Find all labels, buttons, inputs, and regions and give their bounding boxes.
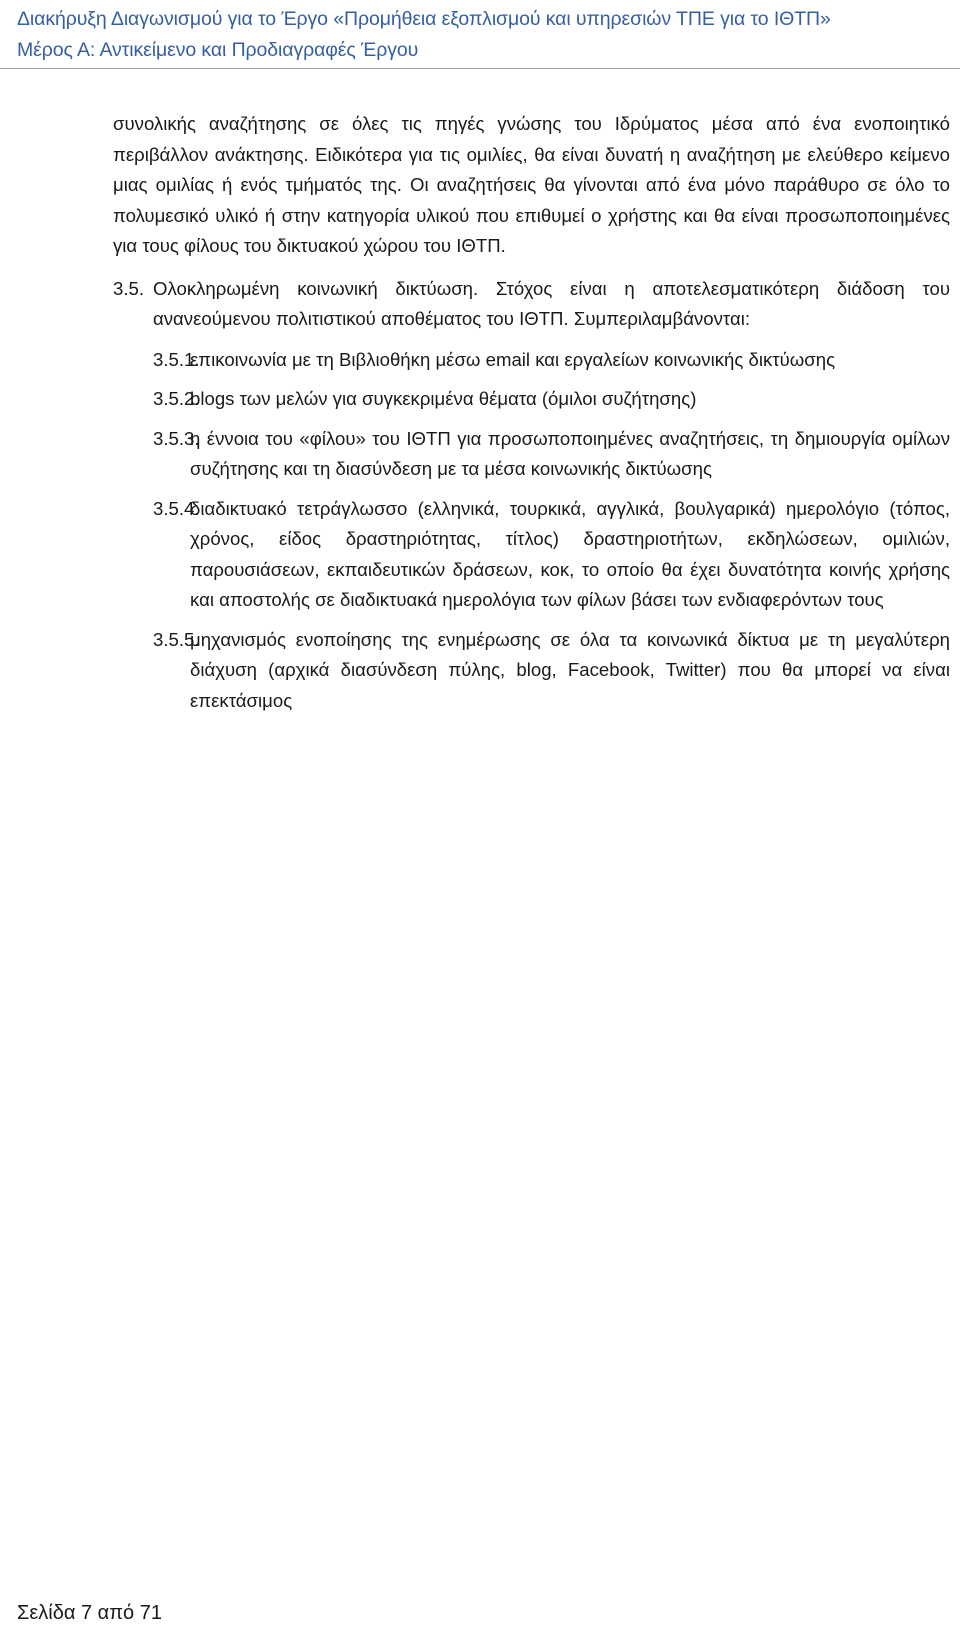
document-subtitle: Μέρος Α: Αντικείμενο και Προδιαγραφές Έργου	[17, 39, 419, 61]
list-item-number: 3.5.1.	[153, 348, 200, 370]
intro-paragraph: συνολικής αναζήτησης σε όλες τις πηγές γνώσης του Ιδρύματος μέσα από ένα ενοποιητικό περιβάλλον ανάκτησης. Ειδικότερα για τις ομιλίες, θα είναι δυνατή η αναζήτηση με ελεύθερο κείμενο μιας ομιλίας ή ενός τμήματός της. Οι αναζητήσεις θα γίνονται από ένα μόνο παράθυρο σε όλο το πολυμεσικό υλικό ή στην κατηγορία υλικού που επιθυμεί ο χρήστης και θα είναι προσωποποιημένες για τους φίλους του δικτυακού χώρου του ΙΘΤΠ.	[113, 113, 950, 256]
list-item-number: 3.5.3.	[153, 427, 200, 449]
list-item-number: 3.5.4.	[153, 497, 200, 519]
section-text: Ολοκληρωμένη κοινωνική δικτύωση. Στόχος είναι η αποτελεσματικότερη διάδοση του ανανεούμενου πολιτιστικού αποθέματος του ΙΘΤΠ. Συμπεριλαμβάνονται:	[153, 277, 950, 329]
section-3-5	[113, 274, 950, 335]
header-divider	[0, 68, 960, 69]
page-number: Σελίδα 7 από 71	[17, 1602, 162, 1624]
page-body	[113, 109, 950, 725]
document-title: Διακήρυξη Διαγωνισμού για το Έργο «Προμήθεια εξοπλισμού και υπηρεσιών ΤΠΕ για το ΙΘΤΠ»	[17, 8, 831, 30]
subitem-list	[153, 345, 950, 717]
list-item-number: 3.5.5.	[153, 628, 200, 650]
section-number: 3.5.	[113, 277, 145, 299]
page-header	[17, 4, 947, 66]
list-item-text: η έννοια του «φίλου» του ΙΘΤΠ για προσωποποιημένες αναζητήσεις, τη δημιουργία ομίλων συζήτησης και τη διασύνδεση με τα μέσα κοινωνικής δικτύωσης	[190, 427, 950, 479]
list-item	[153, 345, 950, 376]
list-item	[153, 494, 950, 616]
list-item-text: επικοινωνία με τη Βιβλιοθήκη μέσω email και εργαλείων κοινωνικής δικτύωσης	[190, 348, 836, 370]
list-item	[153, 625, 950, 717]
list-item	[153, 384, 950, 415]
list-item-text: διαδικτυακό τετράγλωσσο (ελληνικά, τουρκικά, αγγλικά, βουλγαρικά) ημερολόγιο (τόπος, χρόνος, είδος δραστηριότητας, τίτλος) δραστηριοτήτων, εκδηλώσεων, ομιλιών, παρουσιάσεων, εκπαιδευτικών δράσεων, κοκ, το οποίο θα έχει δυνατότητα κοινής χρήσης και αποστολής σε διαδικτυακά ημερολόγια των φίλων βάσει των ενδιαφερόντων τους	[190, 497, 950, 610]
list-item-text: blogs των μελών για συγκεκριμένα θέματα (όμιλοι συζήτησης)	[190, 388, 697, 409]
list-item-text: μηχανισμός ενοποίησης της ενημέρωσης σε όλα τα κοινωνικά δίκτυα με τη μεγαλύτερη διάχυση (αρχικά διασύνδεση πύλης, blog, Facebook, Twitter) που θα μπορεί να είναι επεκτάσιμος	[190, 628, 950, 711]
list-item-number: 3.5.2.	[153, 388, 200, 409]
list-item	[153, 424, 950, 485]
